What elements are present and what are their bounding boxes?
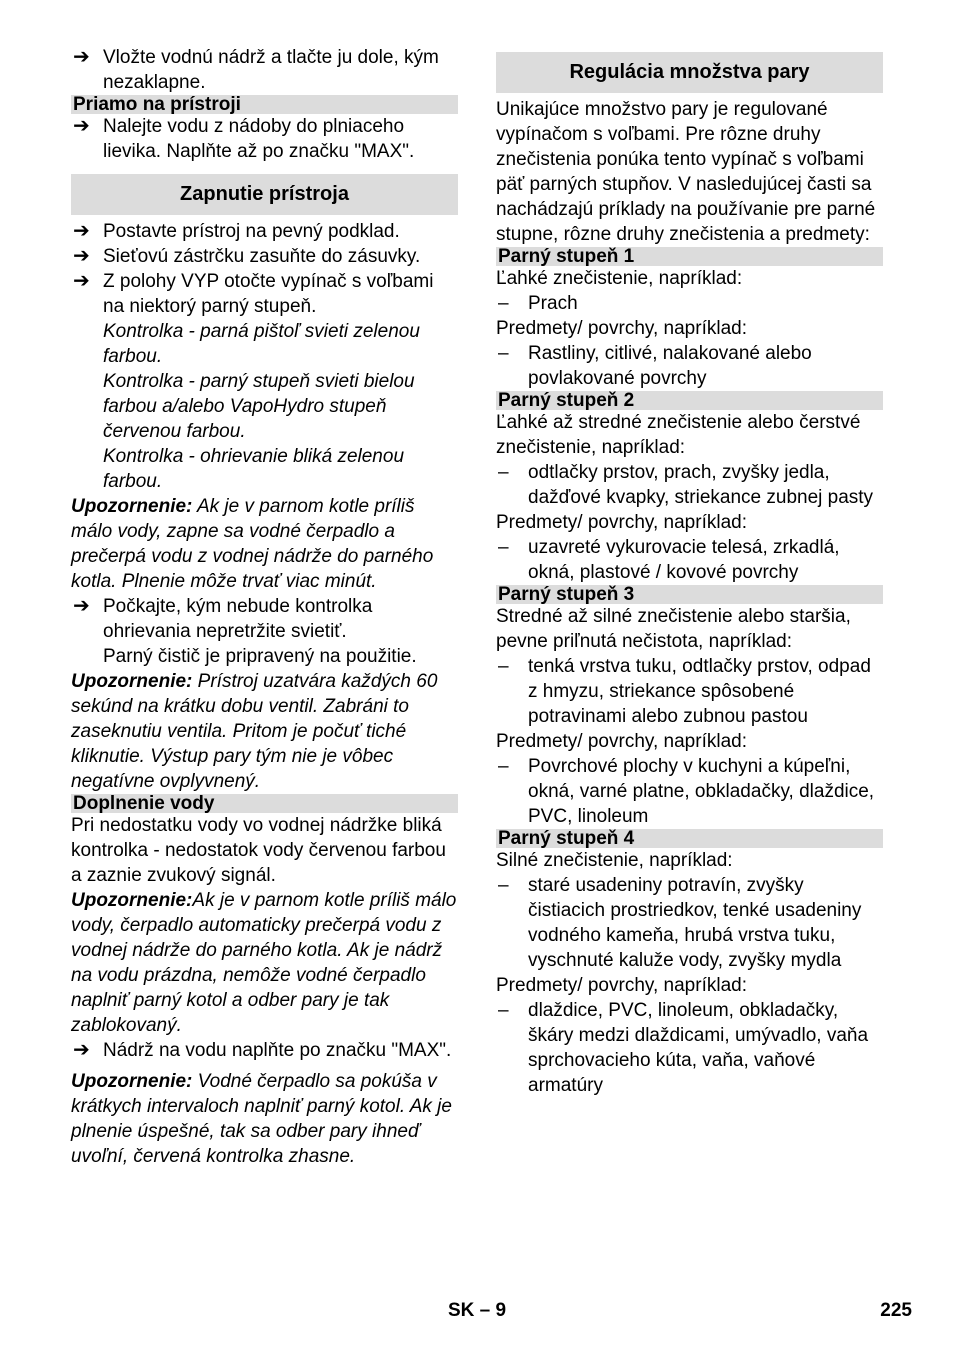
arrow-icon: ➔ [73,1039,90,1061]
paragraph: Pri nedostatku vody vo vodnej nádržke bliká kontrolka - nedostatok vody červenou farbou a zaznie zvukový signál. [71,815,446,886]
dash-icon: – [498,756,509,777]
dirt-label: Silné znečistenie, napríklad: [496,850,733,871]
subheading-stage-1: Parný stupeň 1 [496,247,883,266]
dash-icon: – [498,875,509,896]
dirt-label: Ľahké znečistenie, napríklad: [496,268,743,289]
dash-icon: – [498,1000,509,1021]
arrow-icon: ➔ [73,245,90,267]
warning-note: Upozornenie: Prístroj uzatvára každých 60 sekúnd na krátku dobu ventil. Zabráni to zaseknutiu ventila. Pritom je počuť tiché kliknutie. Výstup pary tým nie je vôbec negatívne ovplyvnený. [71,671,438,792]
arrow-icon: ➔ [73,595,90,617]
list-item: – dlaždice, PVC, linoleum, obkladačky, škáry medzi dlaždicami, umývadlo, vaňa sprchovacieho kúta, vaňa, vaňové armatúry [498,1000,869,1096]
list-item: – tenká vrstva tuku, odtlačky prstov, odpad z hmyzu, striekance spôsobené potravinami alebo zubnou pastou [498,656,871,727]
subheading-stage-3: Parný stupeň 3 [496,585,883,604]
paragraph: Unikajúce množstvo pary je regulované vypínačom s voľbami. Pre rôzne druhy znečistenia ponúka tento vypínač s voľbami päť parných stupňov. V nasledujúcej časti sa nachádzajú príklady na používanie pre parné stupne, rôzne druhy znečistenia a predmety: [496,99,876,245]
subheading-doplnenie: Doplnenie vody [71,794,458,813]
result-text: Parný čistič je pripravený na použitie. [103,646,417,667]
arrow-icon: ➔ [73,46,90,68]
objects-label: Predmety/ povrchy, napríklad: [496,731,747,752]
instruction-step: ➔ Postavte prístroj na pevný podklad. [73,220,400,242]
list-item: – odtlačky prstov, prach, zvyšky jedla, dažďové kvapky, striekance zubnej pasty [498,462,874,508]
dash-icon: – [498,293,509,314]
list-item: – staré usadeniny potravín, zvyšky čistiacich prostriedkov, tenké usadeniny vodného kameňa, hrubá vrstva tuku, vyschnuté kaluže vody, zvyšky mydla [498,875,862,971]
section-heading-zapnutie: Zapnutie prístroja [71,174,458,215]
objects-label: Predmety/ povrchy, napríklad: [496,318,747,339]
instruction-step: ➔ Počkajte, kým nebude kontrolka ohrievania nepretržite svietiť. [73,595,373,642]
list-item: – Povrchové plochy v kuchyni a kúpeľni, okná, varné platne, obkladačky, dlaždice, PVC, linoleum [498,756,875,827]
dash-icon: – [498,656,509,677]
right-column [496,45,883,1098]
warning-note: Upozornenie: Vodné čerpadlo sa pokúša v krátkych intervaloch naplniť parný kotol. Ak je plnenie úspešné, tak sa odber pary ihneď uvoľní, červená kontrolka zhasne. [71,1071,452,1167]
dash-icon: – [498,343,509,364]
arrow-icon: ➔ [73,220,90,242]
objects-label: Predmety/ povrchy, napríklad: [496,975,747,996]
dash-icon: – [498,462,509,483]
arrow-icon: ➔ [73,115,90,137]
indicator-note: Kontrolka - parná pištoľ svieti zelenou farbou. [103,321,420,367]
instruction-step: ➔ Nalejte vodu z nádoby do plniaceho lievika. Naplňte až po značku "MAX". [73,115,415,162]
instruction-step: ➔ Vložte vodnú nádrž a tlačte ju dole, kým nezaklapne. [73,46,439,93]
instruction-step: ➔ Sieťovú zástrčku zasuňte do zásuvky. [73,245,421,267]
instruction-step: ➔ Z polohy VYP otočte vypínač s voľbami na niektorý parný stupeň. [73,270,434,317]
list-item: – Prach [498,293,578,314]
list-item: – Rastliny, citlivé, nalakované alebo povlakované povrchy [498,343,812,389]
section-page-label: SK – 9 [447,1300,507,1321]
subheading-stage-2: Parný stupeň 2 [496,391,883,410]
instruction-step: ➔ Nádrž na vodu naplňte po značku "MAX". [73,1039,452,1061]
warning-note: Upozornenie: Ak je v parnom kotle príliš málo vody, zapne sa vodné čerpadlo a prečerpá vodu z vodnej nádrže do parného kotla. Plnenie môže trvať viac minút. [71,496,434,592]
indicator-note: Kontrolka - ohrievanie bliká zelenou farbou. [103,446,405,492]
dash-icon: – [498,537,509,558]
page-number: 225 [880,1300,912,1321]
list-item: – uzavreté vykurovacie telesá, zrkadlá, okná, plastové / kovové povrchy [498,537,840,583]
subheading-stage-4: Parný stupeň 4 [496,829,883,848]
subheading-priamo: Priamo na prístroji [71,95,458,114]
dirt-label: Ľahké až stredné znečistenie alebo čerstvé znečistenie, napríklad: [496,412,861,458]
dirt-label: Stredné až silné znečistenie alebo staršia, pevne priľnutá nečistota, napríklad: [496,606,851,652]
arrow-icon: ➔ [73,270,90,292]
section-heading-regulacia: Regulácia množstva pary [496,52,883,93]
indicator-note: Kontrolka - parný stupeň svieti bielou farbou a/alebo VapoHydro stupeň červenou farbou. [103,371,415,442]
objects-label: Predmety/ povrchy, napríklad: [496,512,747,533]
left-column [71,45,458,1169]
warning-note: Upozornenie:Ak je v parnom kotle príliš málo vody, čerpadlo automaticky prečerpá vodu z vodnej nádrže do parného kotla. Ak je nádrž na vodu prázdna, nemôže vodné čerpadlo naplniť parný kotol a odber pary je tak zablokovaný. [71,890,457,1036]
